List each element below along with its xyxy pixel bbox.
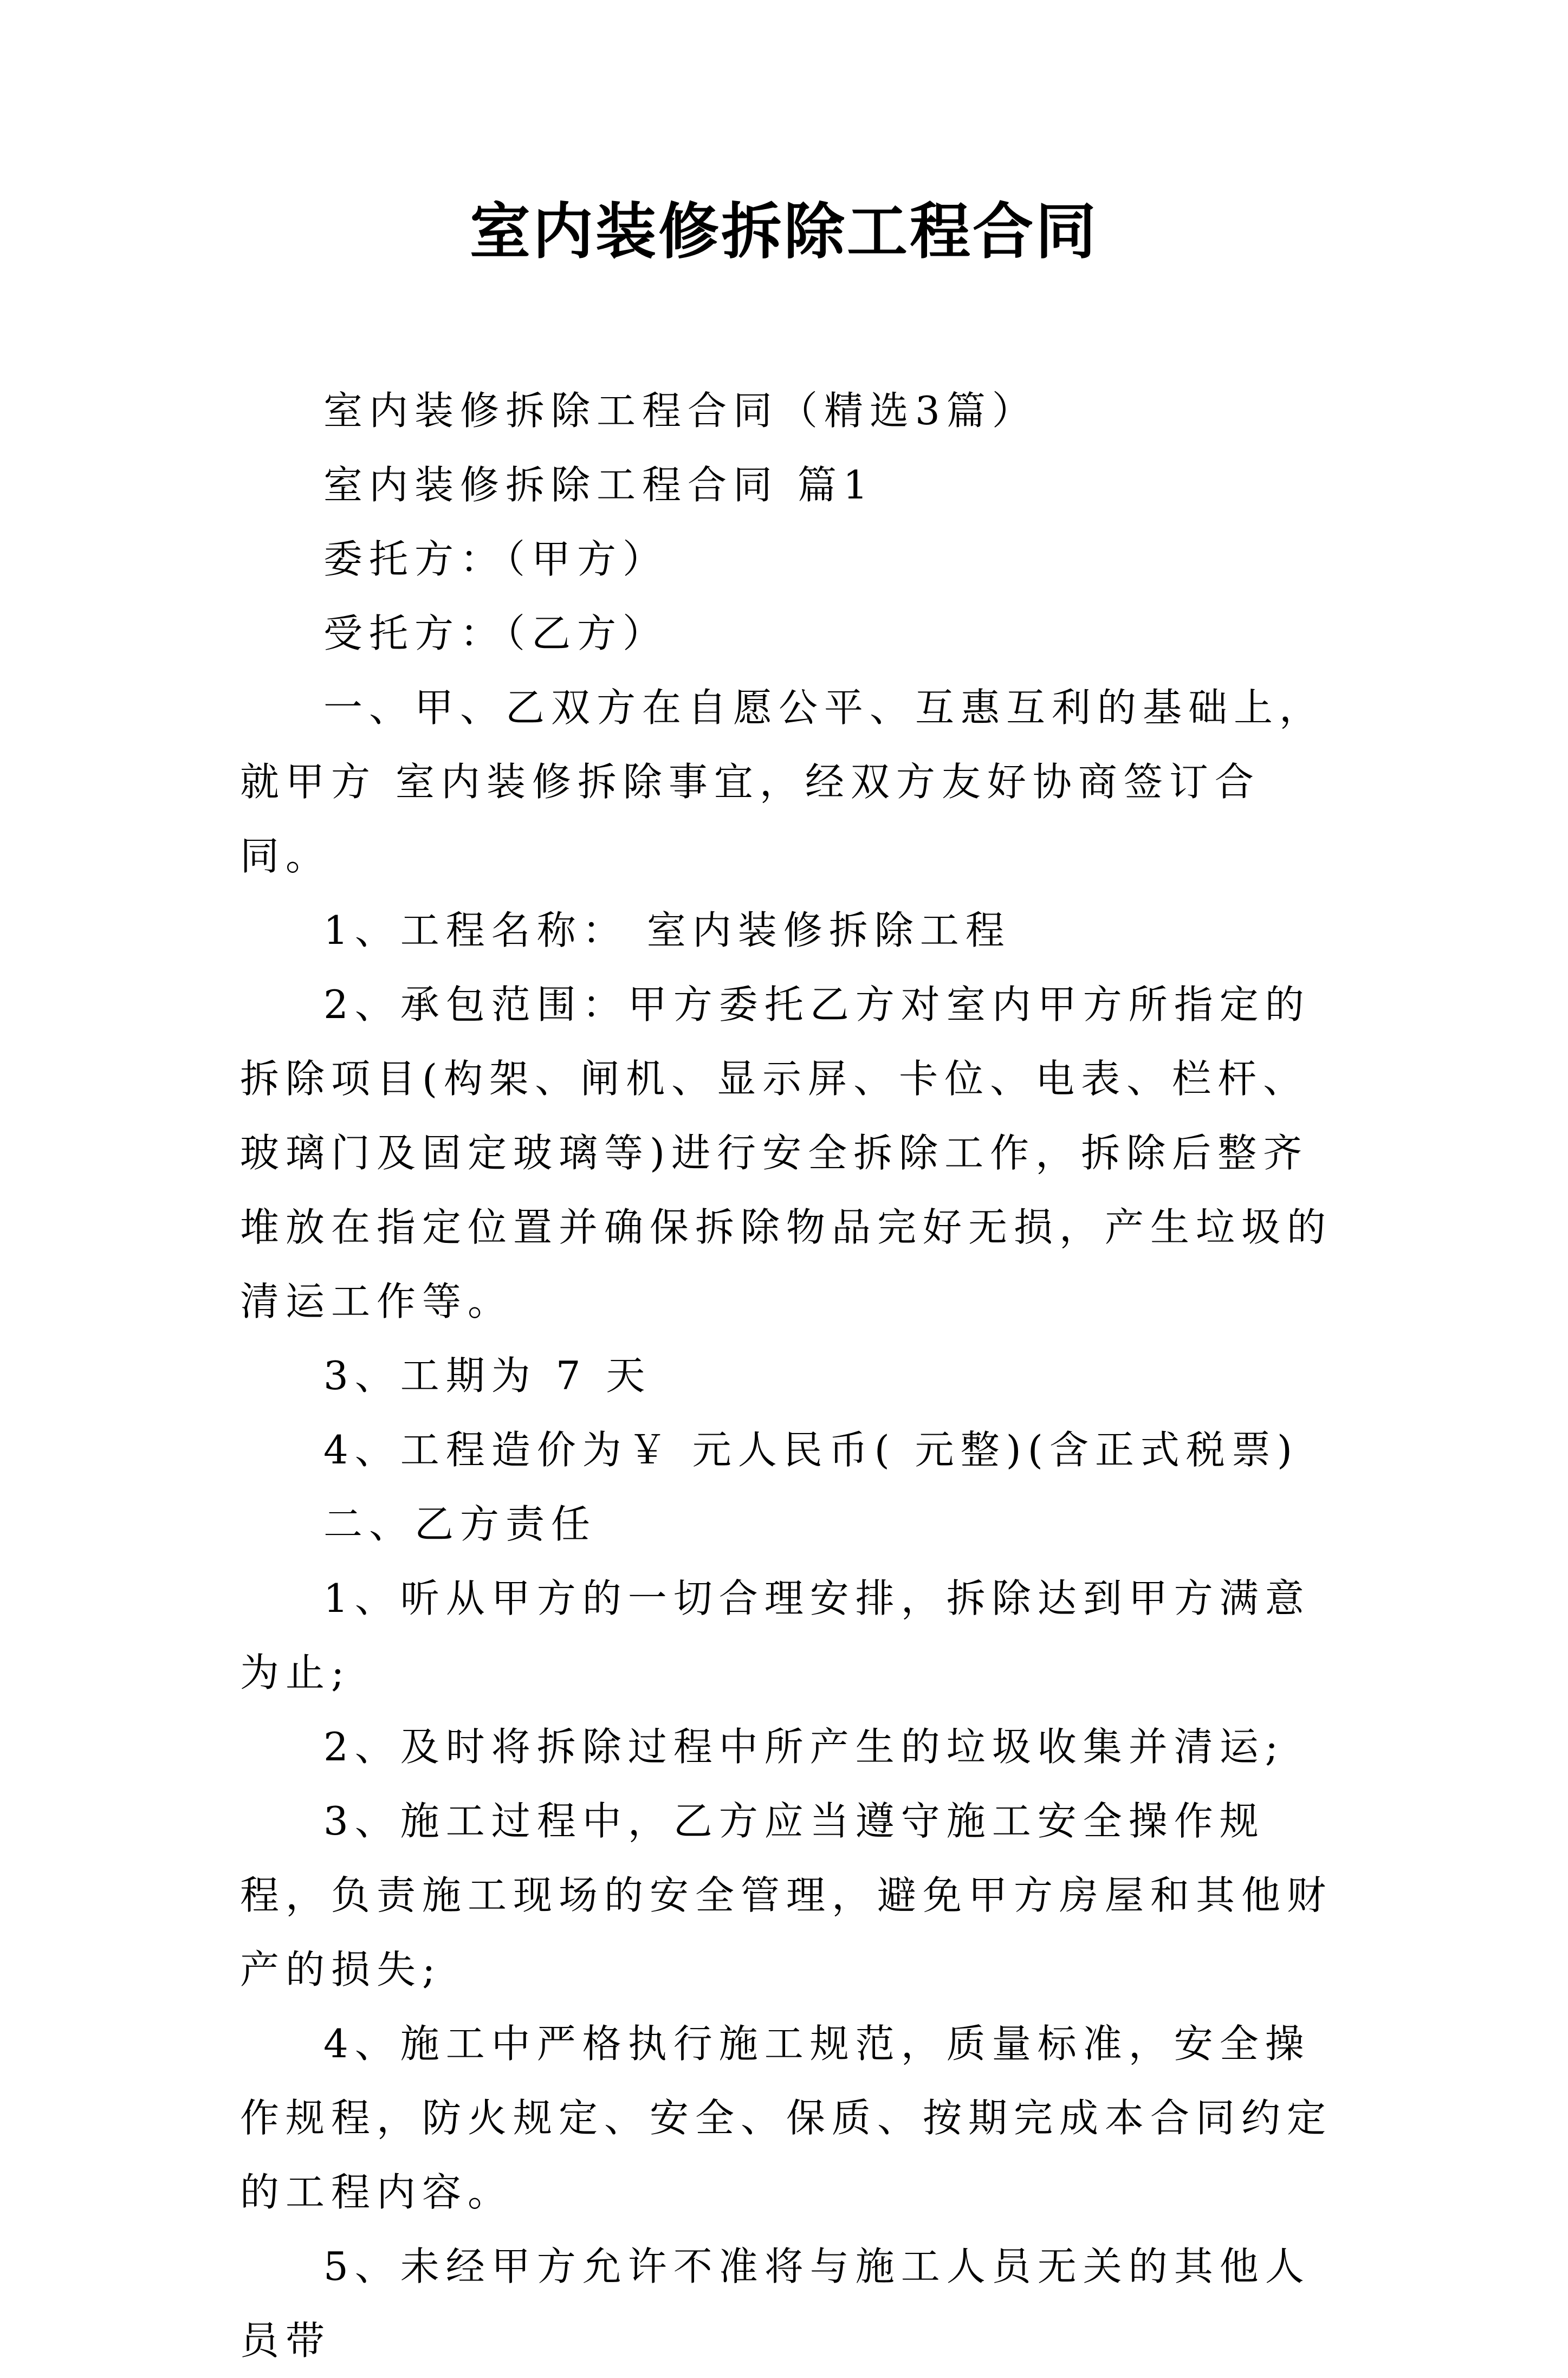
paragraph-subtitle: 室内装修拆除工程合同（精选3篇） <box>323 388 1038 433</box>
paragraph-duty-2: 2、及时将拆除过程中所产生的垃圾收集并清运; <box>323 1724 1285 1770</box>
paragraph-duty-1: 1、听从甲方的一切合理安排，拆除达到甲方满意为止; <box>240 1576 1311 1695</box>
paragraph-duty-5: 5、未经甲方允许不准将与施工人员无关的其他人员带 <box>240 2244 1311 2363</box>
paragraph-scope: 2、承包范围：甲方委托乙方对室内甲方所指定的拆除项目(构架、闸机、显示屏、卡位、电表、栏杆、玻璃门及固定玻璃等)进行安全拆除工作，拆除后整齐堆放在指定位置并确保拆除物品完好无损，产生垃圾的清运工作等。 <box>240 982 1333 1324</box>
paragraph-duration: 3、工期为 7 天 <box>323 1353 652 1398</box>
paragraph-client: 委托方：（甲方） <box>323 536 669 582</box>
document-body <box>240 374 1345 2378</box>
document-title: 室内装修拆除工程合同 <box>470 196 1098 267</box>
paragraph-party-b-heading: 二、乙方责任 <box>323 1501 597 1547</box>
paragraph-duty-4: 4、施工中严格执行施工规范，质量标准，安全操作规程，防火规定、安全、保质、按期完成本合同约定的工程内容。 <box>240 2021 1333 2215</box>
paragraph-project-name: 1、工程名称： 室内装修拆除工程 <box>323 908 1011 953</box>
paragraph-clause-1: 一、甲、乙双方在自愿公平、互惠互利的基础上，就甲方 室内装修拆除事宜，经双方友好协商签订合同。 <box>240 685 1325 879</box>
paragraph-duty-3: 3、施工过程中，乙方应当遵守施工安全操作规程，负责施工现场的安全管理，避免甲方房屋和其他财产的损失; <box>240 1798 1333 1992</box>
paragraph-section-heading: 室内装修拆除工程合同 篇1 <box>323 462 874 508</box>
paragraph-cost: 4、工程造价为￥ 元人民币( 元整)(含正式税票) <box>323 1427 1299 1473</box>
paragraph-contractor: 受托方：（乙方） <box>323 611 669 656</box>
